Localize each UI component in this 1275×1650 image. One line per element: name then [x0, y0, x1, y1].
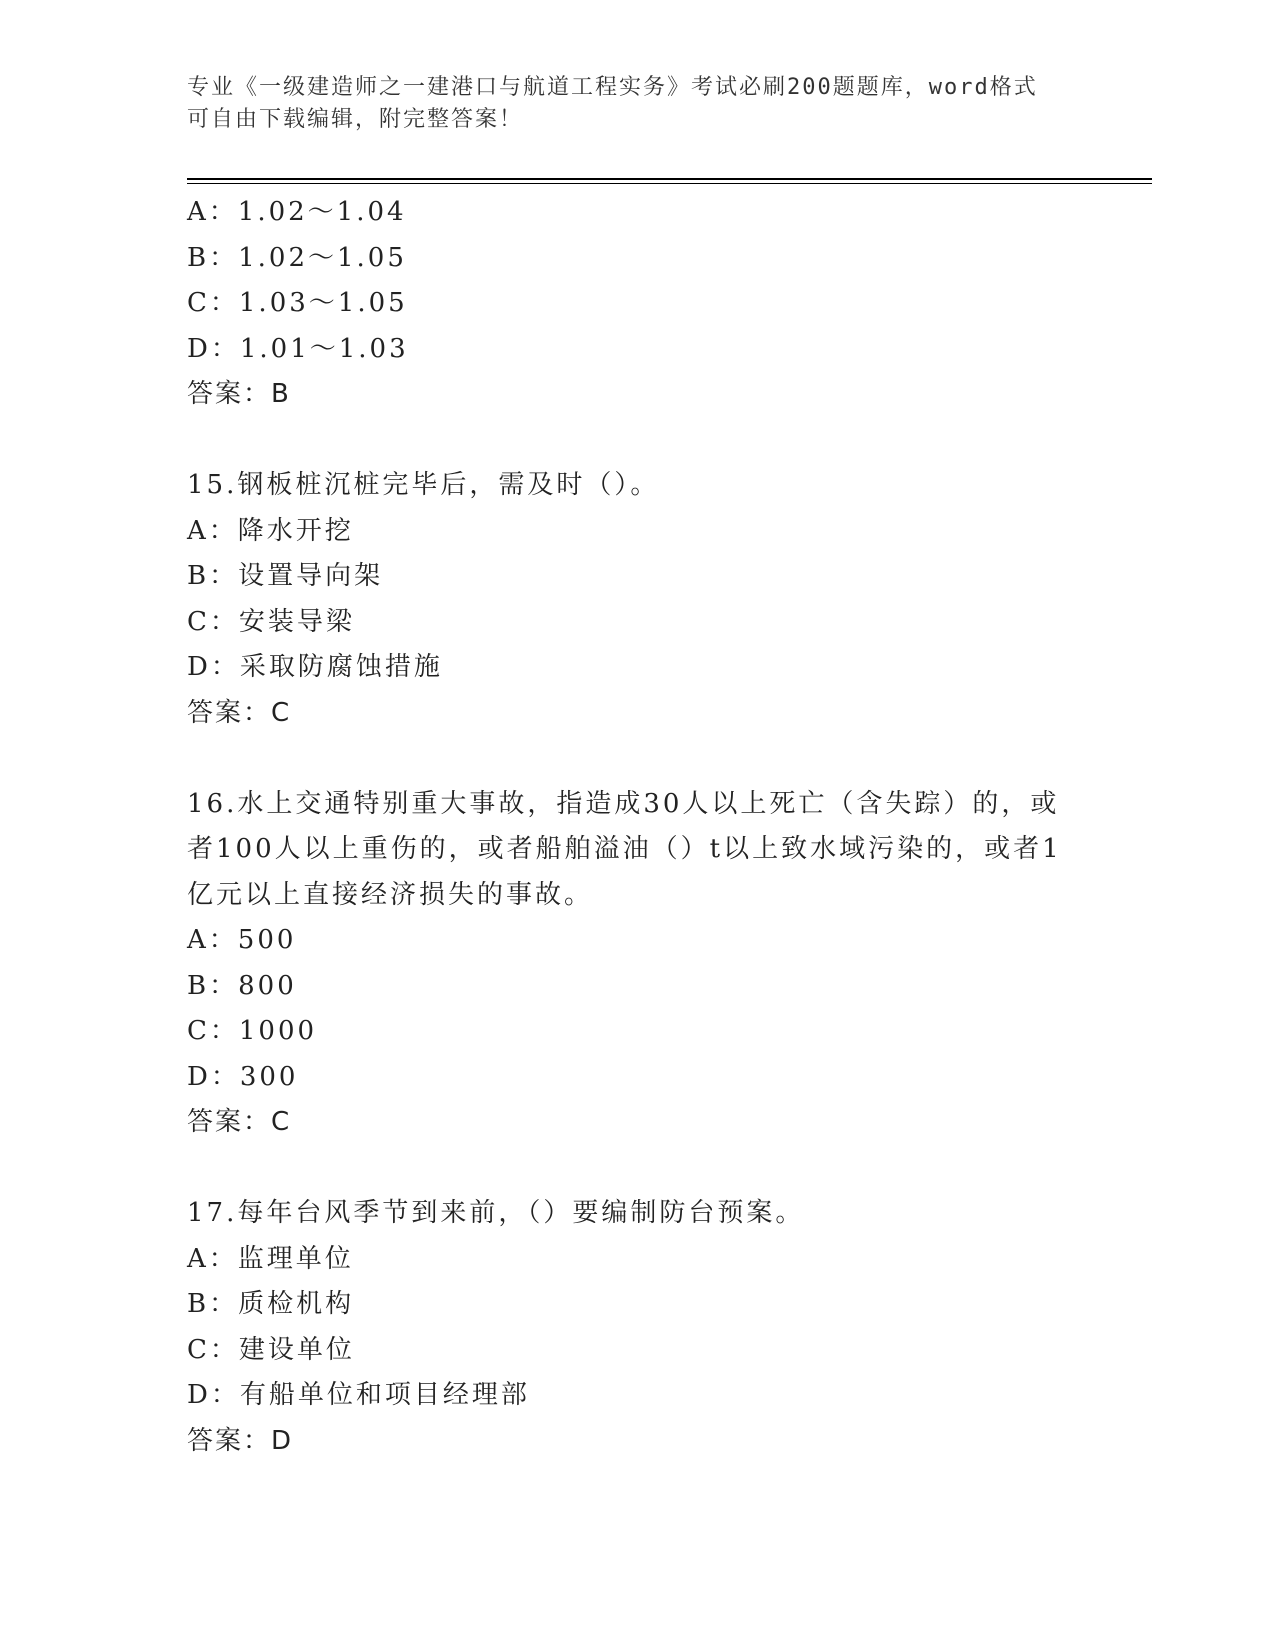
- answer-line: 答案：D: [187, 1425, 294, 1456]
- option-b: B：800: [187, 970, 297, 1001]
- header-divider-thick: [187, 178, 1152, 180]
- question-17-block: [187, 1191, 1087, 1464]
- spacer: [187, 736, 1087, 782]
- answer-line: 答案：B: [187, 379, 291, 409]
- option-b: B：设置导向架: [187, 561, 384, 591]
- option-b: B：1.02～1.05: [187, 242, 407, 273]
- question-stem: 17.每年台风季节到来前，（）要编制防台预案。: [187, 1198, 805, 1228]
- option-c: C：安装导梁: [187, 606, 355, 637]
- spacer: [187, 418, 1087, 464]
- question-15-block: [187, 463, 1087, 736]
- question-stem-line-2: 者100人以上重伤的，或者船舶溢油（）t以上致水域污染的，或者1: [187, 834, 1062, 864]
- answer-line: 答案：C: [187, 1107, 292, 1137]
- option-a: A：500: [187, 925, 297, 955]
- document-header: [187, 72, 1087, 136]
- option-a: A：监理单位: [187, 1243, 354, 1274]
- option-d: D：采取防腐蚀措施: [187, 652, 443, 682]
- option-c: C：1000: [187, 1016, 318, 1046]
- spacer: [187, 1146, 1087, 1192]
- question-stem-line-3: 亿元以上直接经济损失的事故。: [187, 879, 594, 910]
- option-b: B：质检机构: [187, 1289, 355, 1319]
- option-c: C：建设单位: [187, 1334, 355, 1365]
- question-content: [187, 190, 1087, 1464]
- answer-line: 答案：C: [187, 697, 292, 728]
- question-stem-line-1: 16.水上交通特别重大事故，指造成30人以上死亡（含失踪）的，或: [187, 788, 1060, 819]
- option-a: A：1.02～1.04: [187, 197, 407, 227]
- option-a: A：降水开挖: [187, 515, 354, 546]
- question-14-block: [187, 190, 1087, 418]
- option-d: D：1.01～1.03: [187, 333, 409, 364]
- question-stem: 15.钢板桩沉桩完毕后，需及时（）。: [187, 470, 660, 500]
- header-line-1: 专业《一级建造师之一建港口与航道工程实务》考试必刷200题题库，word格式: [187, 75, 1038, 100]
- option-d: D：300: [187, 1061, 299, 1092]
- header-divider-thin: [187, 183, 1152, 184]
- option-c: C：1.03～1.05: [187, 288, 408, 318]
- header-line-2: 可自由下载编辑，附完整答案！: [187, 107, 524, 132]
- question-16-block: [187, 782, 1087, 1146]
- option-d: D：有船单位和项目经理部: [187, 1380, 530, 1410]
